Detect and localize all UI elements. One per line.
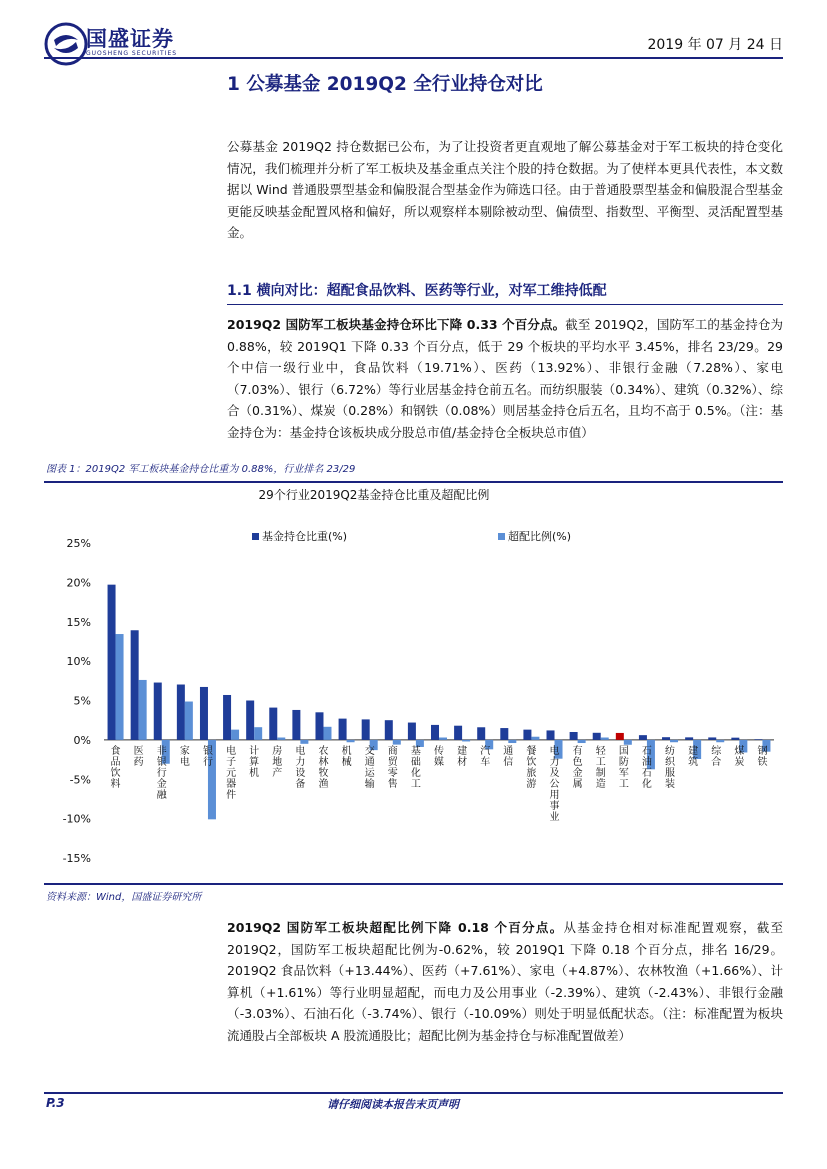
x-category-label: 石油石化 <box>641 745 652 790</box>
report-date: 2019 年 07 月 24 日 <box>647 37 783 53</box>
bar-overweight <box>439 738 447 740</box>
section-title: 1 公募基金 2019Q2 全行业持仓对比 <box>227 74 543 95</box>
bar-overweight <box>347 740 355 742</box>
bar-overweight <box>231 730 239 740</box>
overweight-paragraph-body: 从基金持仓相对标准配置观察，截至 2019Q2，国防军工板块超配比例为-0.62%，较 2019Q1 下降 0.18 个百分点，排名 16/29。2019Q2 食品饮料（+13.44%）、医药（+7.61%）、家电（+4.87%）、农林牧渔（+1.66%）、计算机（+1.61%）等行业明显超配，而电力及公用事业（-2.39%）、建筑（-2.43%）、非银行金融（-3.03%）、石油石化（-3.74%）、银行（-10.09%）则处于明显低配状态。（注：标准配置为板块流通股占全部板块 A 股流通股比；超配比例为基金持仓与标准配置做差） <box>227 920 783 1043</box>
x-category-label: 房地产 <box>272 745 283 779</box>
bar-holding <box>131 630 139 740</box>
bar-overweight <box>670 740 678 742</box>
bar-overweight <box>578 740 586 743</box>
bar-holding <box>731 738 739 740</box>
bar-holding <box>408 723 416 740</box>
legend-swatch-1 <box>498 533 505 540</box>
bar-holding <box>385 720 393 740</box>
x-category-label: 医药 <box>133 745 144 768</box>
subsection-divider <box>227 304 783 305</box>
y-tick-label: 25% <box>66 537 91 550</box>
footer-disclaimer: 请仔细阅读本报告末页声明 <box>327 1098 459 1111</box>
y-tick-label: -15% <box>62 852 91 865</box>
bar-overweight <box>139 680 147 740</box>
x-category-label: 机械 <box>341 745 352 768</box>
y-tick-label: 5% <box>73 694 91 708</box>
bar-overweight <box>716 740 724 742</box>
bar-holding <box>547 730 555 739</box>
x-category-label: 建筑 <box>688 745 699 768</box>
x-category-label: 综合 <box>711 745 722 768</box>
bar-overweight <box>185 702 193 740</box>
page-number: P.3 <box>46 1096 65 1110</box>
y-tick-label: 15% <box>66 615 91 629</box>
bar-holding <box>477 727 485 740</box>
bar-holding <box>500 728 508 740</box>
x-category-label: 农林牧渔 <box>318 745 329 790</box>
y-tick-label: -10% <box>62 812 91 826</box>
bar-holding <box>708 737 716 739</box>
x-category-label: 餐饮旅游 <box>526 745 537 790</box>
logo-subtext: GUOSHENG SECURITIES <box>86 50 178 57</box>
bar-overweight <box>462 740 470 742</box>
x-category-label: 家电 <box>179 745 190 768</box>
bar-holding <box>362 719 370 739</box>
x-category-label: 基础化工 <box>410 745 421 790</box>
bar-holding <box>269 708 277 740</box>
x-category-label: 交通运输 <box>364 745 375 790</box>
x-category-label: 食品饮料 <box>110 745 121 790</box>
subsection-title: 1.1 横向对比：超配食品饮料、医药等行业，对军工维持低配 <box>227 283 607 299</box>
x-category-label: 轻工制造 <box>595 745 606 790</box>
x-category-label: 非银行金融 <box>156 745 167 801</box>
legend-label-1: 超配比例(%) <box>508 530 572 543</box>
x-category-label: 钢铁 <box>757 745 768 768</box>
x-category-label: 商贸零售 <box>387 745 398 790</box>
bar-chart <box>44 483 784 881</box>
bar-overweight <box>601 738 609 740</box>
x-category-label: 银行 <box>202 745 213 768</box>
holding-paragraph-body: 截至 2019Q2，国防军工的基金持仓为 0.88%，较 2019Q1 下降 0.33 个百分点，低于 29 个板块的平均水平 3.45%，排名 23/29。29 个中信一级行业中，食品饮料（19.71%）、医药（13.92%）、非银行金融（7.28%）、家电（7.03%）、银行（6.72%）等行业居基金持仓前五名。而纺织服装（0.34%）、建筑（0.32%）、综合（0.31%）、煤炭（0.28%）和钢铁（0.08%）则居基金持仓后五名，且均不高于 0.5%。（注：基金持仓为：基金持仓该板块成分股总市值/基金持仓全板块总市值） <box>227 317 784 440</box>
x-category-label: 通信 <box>503 745 514 768</box>
bar-overweight <box>508 740 516 743</box>
figure-bottom-rule <box>44 883 783 885</box>
overweight-paragraph-lead: 2019Q2 国防军工板块超配比例下降 0.18 个百分点。 <box>227 920 564 935</box>
x-category-label: 煤炭 <box>734 745 745 768</box>
bar-holding <box>639 735 647 740</box>
bar-overweight <box>323 727 331 740</box>
x-category-label: 汽车 <box>480 745 491 768</box>
bar-holding <box>616 733 624 740</box>
bar-overweight <box>254 727 262 740</box>
header-divider <box>44 57 783 59</box>
x-category-label: 建材 <box>457 745 468 768</box>
legend-label-0: 基金持仓比重(%) <box>262 530 348 543</box>
figure-caption: 图表 1：2019Q2 军工板块基金持仓比重为 0.88%，行业排名 23/29 <box>46 464 356 475</box>
x-category-label: 电子元器件 <box>226 745 237 801</box>
figure-source: 资料来源：Wind，国盛证券研究所 <box>46 892 202 903</box>
x-category-label: 计算机 <box>249 745 260 779</box>
bar-holding <box>223 695 231 740</box>
chart-title: 29个行业2019Q2基金持仓比重及超配比例 <box>258 488 490 502</box>
logo-text: 国盛证券 <box>86 27 174 51</box>
bar-overweight <box>277 738 285 740</box>
bar-holding <box>523 730 531 740</box>
legend-swatch-0 <box>252 533 259 540</box>
bar-holding <box>200 687 208 740</box>
x-category-label: 电力及公用事业 <box>549 745 560 823</box>
y-tick-label: -5% <box>69 773 91 787</box>
intro-paragraph: 公募基金 2019Q2 持仓数据已公布，为了让投资者更直观地了解公募基金对于军工板块的持仓变化情况，我们梳理并分析了军工板块及基金重点关注个股的持仓数据。为了使样本更具代表性，本文数据以 Wind 普通股票型基金和偏股混合型基金作为筛选口径。由于普通股票型基金和偏股混合型基金更能反映基金配置风格和偏好，所以观察样本剔除被动型、偏债型、指数型、平衡型、灵活配置型基金。 <box>227 139 783 240</box>
bar-holding <box>315 712 323 740</box>
bar-holding <box>593 733 601 740</box>
bar-holding <box>662 737 670 740</box>
chart-legend <box>252 529 571 543</box>
bar-holding <box>292 710 300 740</box>
bar-holding <box>339 719 347 740</box>
bar-overweight <box>393 740 401 745</box>
bar-overweight <box>624 740 632 745</box>
bar-holding <box>108 585 116 740</box>
bar-holding <box>570 732 578 740</box>
y-tick-label: 10% <box>66 655 91 669</box>
bar-holding <box>177 685 185 740</box>
bar-holding <box>685 737 693 740</box>
bar-overweight <box>116 634 124 740</box>
bar-overweight <box>300 740 308 744</box>
overweight-paragraph <box>227 917 783 1046</box>
x-category-label: 电力设备 <box>295 745 306 790</box>
x-category-label: 纺织服装 <box>665 745 676 790</box>
x-category-label: 传媒 <box>434 745 444 768</box>
y-axis <box>63 537 774 865</box>
bar-overweight <box>531 737 539 740</box>
x-category-label: 国防军工 <box>618 745 629 790</box>
holding-paragraph-lead: 2019Q2 国防军工板块基金持仓环比下降 0.33 个百分点。 <box>227 317 566 332</box>
x-category-label: 有色金属 <box>572 745 583 790</box>
holding-paragraph <box>227 314 783 443</box>
bar-holding <box>154 683 162 740</box>
logo-icon <box>44 22 88 66</box>
y-tick-label: 0% <box>73 733 91 747</box>
y-tick-label: 20% <box>66 576 91 590</box>
bar-holding <box>431 725 439 740</box>
footer-divider <box>44 1092 783 1094</box>
bar-holding <box>454 726 462 740</box>
bar-holding <box>754 739 762 740</box>
bar-holding <box>246 701 254 740</box>
